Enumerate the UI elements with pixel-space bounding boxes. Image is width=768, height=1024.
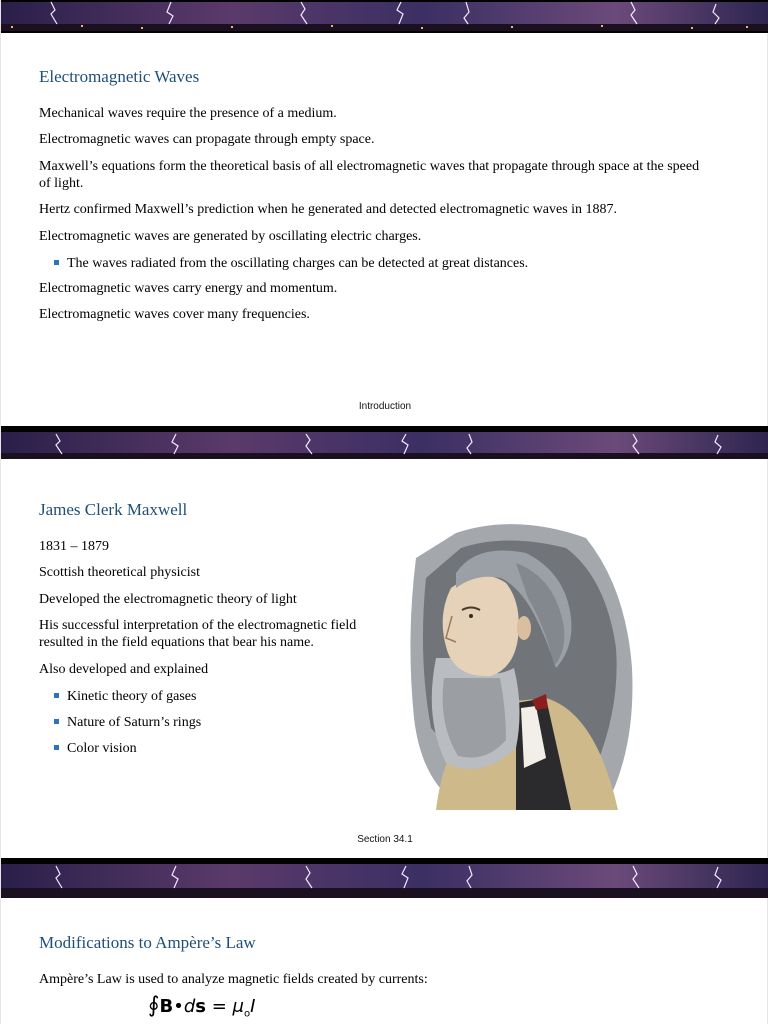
bullet-item: Kinetic theory of gases bbox=[67, 689, 197, 704]
bullet-item: Nature of Saturn’s rings bbox=[67, 715, 202, 730]
lightning-banner bbox=[1, 426, 768, 459]
slide-electromagnetic-waves bbox=[0, 0, 768, 426]
lightning-banner bbox=[1, 858, 768, 891]
dot-operator: • bbox=[173, 996, 184, 1017]
equals-sign: = bbox=[205, 996, 233, 1017]
bullet-marker bbox=[54, 260, 59, 265]
bullet-marker bbox=[54, 693, 59, 698]
slide-james-clerk-maxwell bbox=[0, 426, 768, 858]
paragraph: 1831 – 1879 bbox=[39, 539, 109, 554]
paragraph: Electromagnetic waves are generated by oscillating electric charges. bbox=[39, 229, 422, 244]
bullet-marker bbox=[54, 719, 59, 724]
paragraph: His successful interpretation of the electromagnetic field bbox=[39, 618, 357, 633]
paragraph: Electromagnetic waves can propagate through empty space. bbox=[39, 132, 375, 147]
paragraph: Developed the electromagnetic theory of light bbox=[39, 592, 297, 607]
paragraph-continuation: resulted in the field equations that bear his name. bbox=[39, 635, 314, 650]
bullet-item: Color vision bbox=[67, 741, 137, 756]
bullet-marker bbox=[54, 745, 59, 750]
paragraph: Scottish theoretical physicist bbox=[39, 565, 200, 580]
slide-footer: Section 34.1 bbox=[357, 834, 413, 845]
current-i: I bbox=[250, 996, 256, 1017]
bullet-item: The waves radiated from the oscillating charges can be detected at great distances. bbox=[67, 256, 529, 271]
paragraph: Mechanical waves require the presence of a medium. bbox=[39, 106, 337, 121]
slide-footer: Introduction bbox=[358, 401, 412, 412]
slide-title: Modifications to Ampère’s Law bbox=[39, 933, 256, 952]
vector-s: s bbox=[195, 996, 206, 1017]
mu-symbol: μ bbox=[232, 996, 244, 1017]
maxwell-portrait-image bbox=[396, 518, 644, 810]
paragraph-continuation: of light. bbox=[39, 176, 84, 191]
slide-title: Electromagnetic Waves bbox=[39, 67, 200, 86]
amperes-law-equation bbox=[148, 993, 255, 1020]
slide-modifications-to-amperes-law bbox=[0, 858, 768, 1024]
paragraph: Ampère’s Law is used to analyze magnetic fields created by currents: bbox=[39, 972, 428, 987]
paragraph: Electromagnetic waves cover many frequencies. bbox=[39, 307, 310, 322]
slide-title: James Clerk Maxwell bbox=[39, 500, 188, 519]
paragraph: Hertz confirmed Maxwell’s prediction when he generated and detected electromagnetic waves in 1887. bbox=[39, 202, 618, 217]
differential-d: d bbox=[183, 996, 196, 1017]
contour-integral-symbol: ∮ bbox=[148, 993, 160, 1018]
paragraph: Also developed and explained bbox=[39, 662, 209, 677]
vector-b: B bbox=[159, 996, 174, 1017]
mu-subscript: o bbox=[243, 1008, 251, 1020]
paragraph: Maxwell’s equations form the theoretical basis of all electromagnetic waves that propagate through space at the speed bbox=[39, 159, 700, 174]
paragraph: Electromagnetic waves carry energy and momentum. bbox=[39, 281, 338, 296]
lightning-banner bbox=[1, 0, 768, 33]
